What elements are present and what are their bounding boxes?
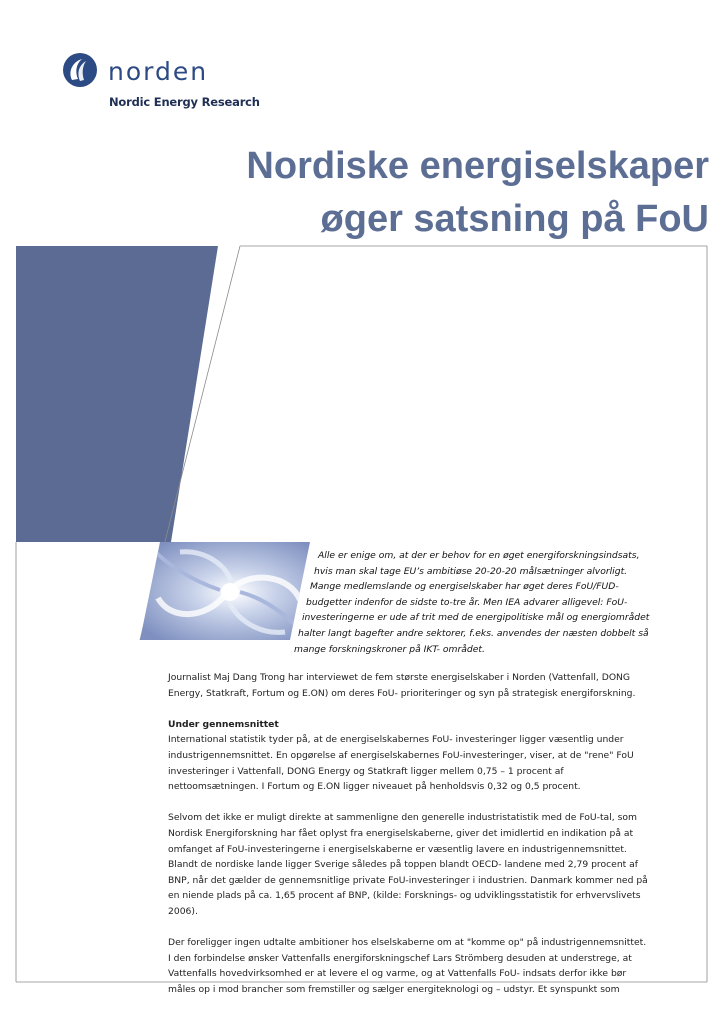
- text-line: Vattenfalls hovedvirksomhed er at levere el og varme, og at Vattenfalls FoU- indsats derfor ikke bør: [168, 968, 627, 980]
- title-line-2: øger satsning på FoU: [320, 198, 709, 240]
- section-heading: Under gennemsnittet: [168, 718, 279, 730]
- paragraph-1: [168, 717, 688, 795]
- text-line: 2006).: [168, 905, 198, 917]
- lead-line: budgetter indenfor de sidste to-tre år. Men IEA advarer alligevel: FoU-: [306, 596, 628, 608]
- text-line: Blandt de nordiske lande ligger Sverige således på toppen blandt OECD- landene med 2,79 procent af: [168, 859, 639, 871]
- paragraph-2: [168, 810, 688, 919]
- text-line: investeringer i Vattenfall, DONG Energy og Statkraft ligger mellem 0,75 – 1 procent af: [168, 765, 564, 777]
- text-line: International statistik tyder på, at de energiselskabernes FoU- investeringer ligger væsentlig under: [168, 734, 624, 746]
- text-line: BNP, når det gælder de gennemsnitlige private FoU-investeringer i industrien. Danmark kommer ned på: [168, 874, 648, 886]
- blue-side-panel: [16, 246, 218, 542]
- text-line: nettoomsætningen. I Fortum og E.ON ligger niveauet på henholdsvis 0,32 og 0,5 procent.: [168, 781, 581, 793]
- text-line: Energy, Statkraft, Fortum og E.ON) om deres FoU- prioriteringer og syn på strategisk energiforskning.: [168, 687, 636, 699]
- article-body: [168, 670, 688, 1013]
- text-line: industrigennemsnittet. En opgørelse af energiselskabernes FoU-investeringer, viser, at de "rene" FoU: [168, 749, 634, 761]
- text-line: en niende plads på ca. 1,65 procent af BNP, (kilde: Forsknings- og udviklingsstatistik for erhvervslivets: [168, 890, 641, 902]
- text-line: måles op i mod brancher som fremstiller og sælger energiteknologi og – udstyr. Et synspunkt som: [168, 983, 620, 995]
- text-line: Nordisk Energiforskning har fået oplyst fra energiselskaberne, giver det imidlertid en indikation på at: [168, 827, 634, 839]
- lead-line: investeringerne er ude af trit med de energipolitiske mål og energiområdet: [302, 612, 650, 624]
- lead-line: halter langt bagefter andre sektorer, f.eks. anvendes der næsten dobbelt så: [298, 627, 649, 639]
- logo-wordmark: norden: [108, 57, 209, 86]
- title-line-1: Nordiske energiselskaper: [246, 145, 709, 187]
- intro-paragraph: [168, 670, 688, 701]
- text-line: I den forbindelse ønsker Vattenfalls energiforskningschef Lars Strömberg desuden at understrege, at: [168, 952, 632, 964]
- text-line: Selvom det ikke er muligt direkte at sammenligne den generelle industristatistik med de FoU-tal, som: [168, 812, 637, 824]
- lead-line: mange forskningskroner på IKT- området.: [294, 643, 485, 655]
- paragraph-3: [168, 935, 688, 997]
- lead-line: hvis man skal tage EU’s ambitiøse 20-20-20 målsætninger alvorligt.: [314, 565, 628, 577]
- lead-line: Alle er enige om, at der er behov for en øget energiforskningsindsats,: [318, 550, 640, 561]
- text-line: Der foreligger ingen udtalte ambitioner hos elselskaberne om at "komme op" på industrigennemsnittet.: [168, 937, 647, 949]
- logo-subtitle: Nordic Energy Research: [109, 95, 260, 109]
- text-line: omfanget af FoU-investeringerne i energiselskaberne er væsentlig lavere en industrigennemsnittet.: [168, 843, 627, 855]
- lead-line: Mange medlemslande og energiselskaber har øget deres FoU/FUD-: [310, 581, 619, 593]
- lead-paragraph: [282, 548, 682, 657]
- text-line: Journalist Maj Dang Trong har interviewet de fem største energiselskaber i Norden (Vattenfall, DONG: [168, 672, 631, 683]
